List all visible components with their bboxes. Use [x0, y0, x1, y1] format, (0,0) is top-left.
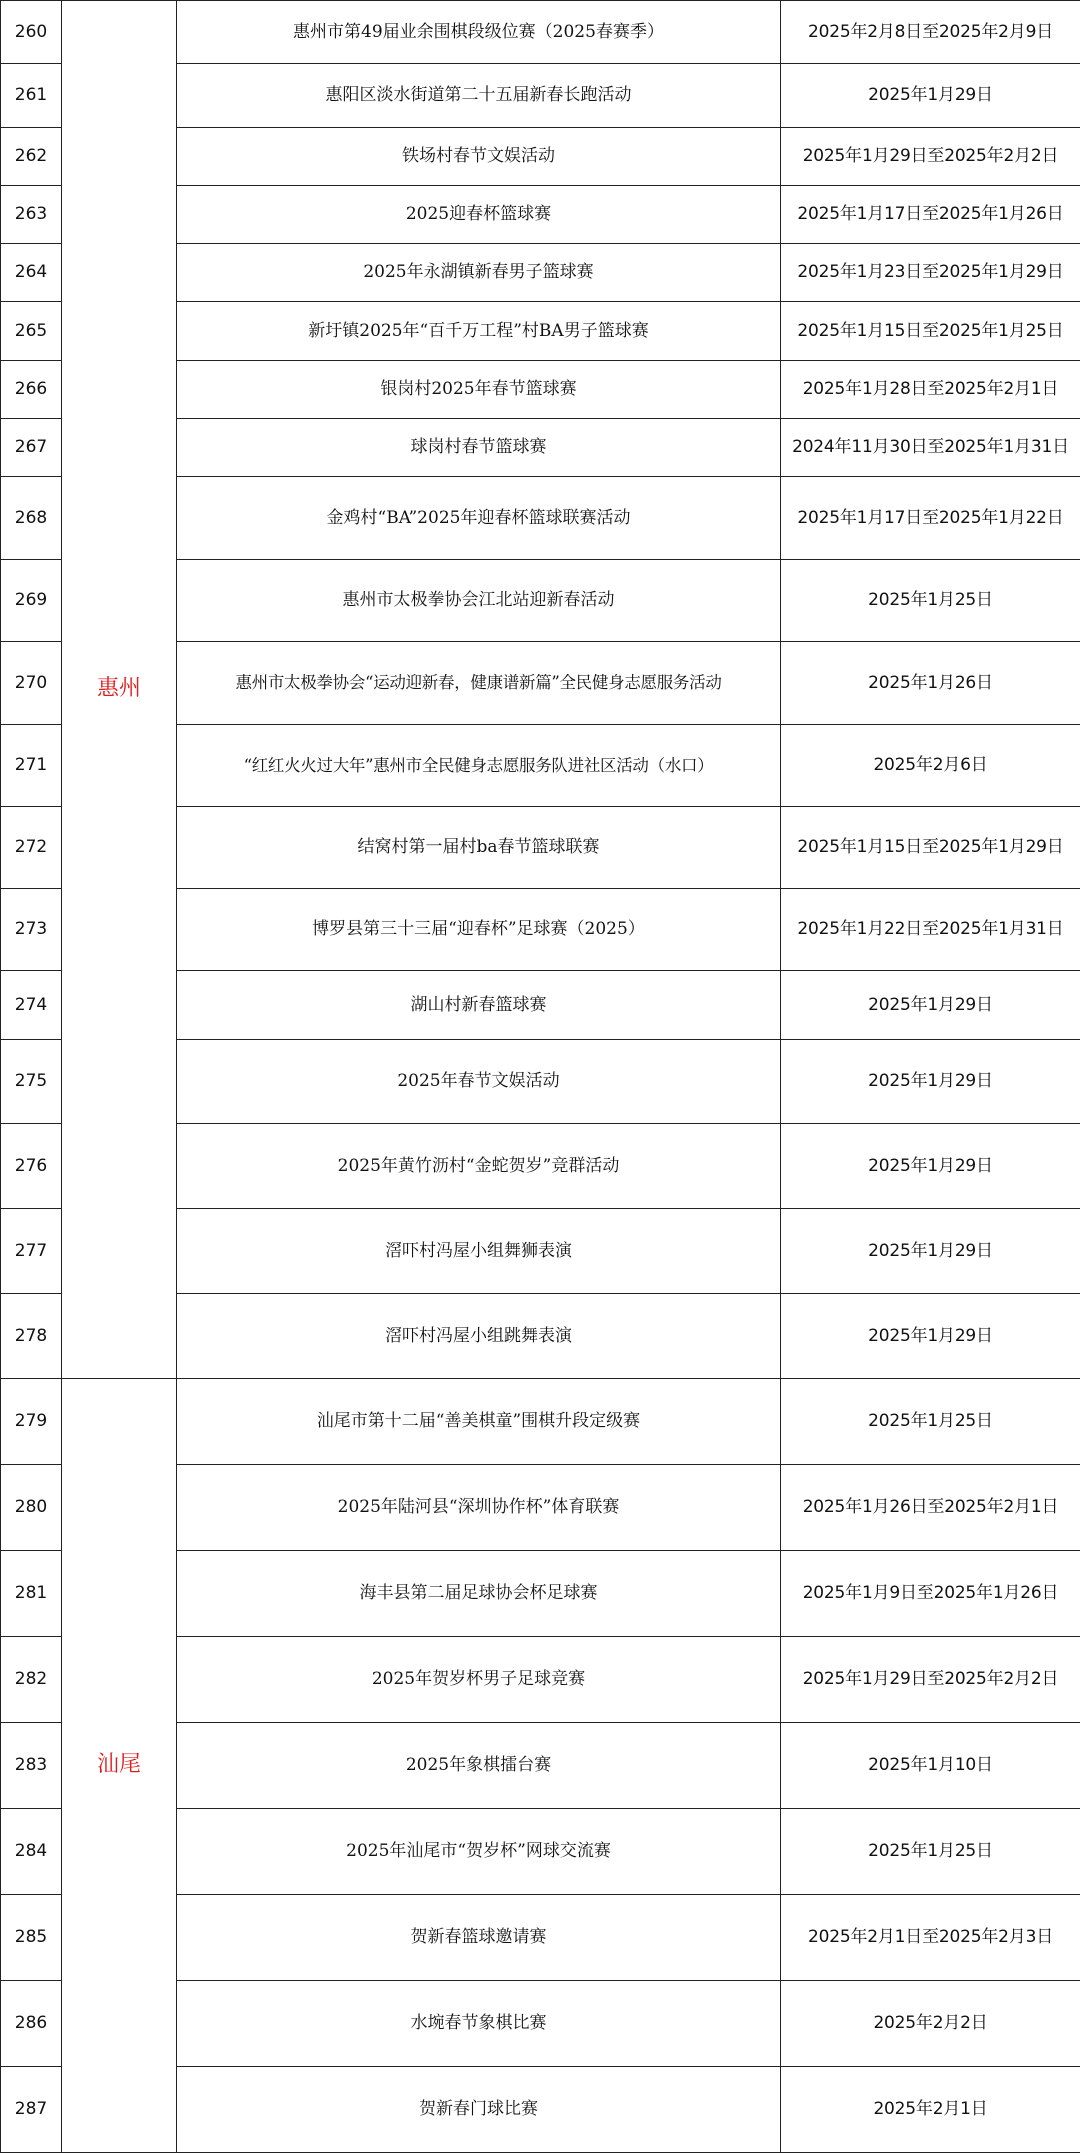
event-name: 2025年黄竹沥村“金蛇贺岁”竞群活动: [177, 1124, 781, 1209]
event-date: 2025年1月25日: [781, 1379, 1080, 1465]
event-name: 铁场村春节文娱活动: [177, 128, 781, 186]
row-number: 263: [1, 186, 62, 244]
row-number: 276: [1, 1124, 62, 1209]
event-name: 水埦春节象棋比赛: [177, 1981, 781, 2067]
row-number: 282: [1, 1637, 62, 1723]
event-name: 金鸡村“BA”2025年迎春杯篮球联赛活动: [177, 477, 781, 560]
row-number: 266: [1, 361, 62, 419]
row-number: 264: [1, 244, 62, 302]
event-name: 滘吓村冯屋小组跳舞表演: [177, 1294, 781, 1379]
event-date: 2025年1月15日至2025年1月29日: [781, 807, 1080, 889]
event-date: 2025年1月29日: [781, 971, 1080, 1040]
event-date: 2025年1月25日: [781, 560, 1080, 642]
event-date: 2025年2月6日: [781, 725, 1080, 807]
event-name: “红红火火过大年”惠州市全民健身志愿服务队进社区活动（水口）: [177, 725, 781, 807]
event-name: 博罗县第三十三届“迎春杯”足球赛（2025）: [177, 889, 781, 971]
event-date: 2025年1月29日: [781, 1209, 1080, 1294]
event-name: 球岗村春节篮球赛: [177, 419, 781, 477]
row-number: 267: [1, 419, 62, 477]
row-number: 287: [1, 2067, 62, 2153]
event-name: 惠州市太极拳协会“运动迎新春，健康谱新篇”全民健身志愿服务活动: [177, 642, 781, 725]
row-number: 283: [1, 1723, 62, 1809]
table-row: [1, 1, 1080, 64]
row-number: 275: [1, 1040, 62, 1124]
row-number: 280: [1, 1465, 62, 1551]
event-date: 2025年1月23日至2025年1月29日: [781, 244, 1080, 302]
row-number: 286: [1, 1981, 62, 2067]
event-name: 2025年永湖镇新春男子篮球赛: [177, 244, 781, 302]
events-table-body: [1, 1, 1080, 2153]
event-date: 2025年1月28日至2025年2月1日: [781, 361, 1080, 419]
event-date: 2025年1月15日至2025年1月25日: [781, 302, 1080, 361]
event-name: 2025年汕尾市“贺岁杯”网球交流赛: [177, 1809, 781, 1895]
event-date: 2025年2月1日至2025年2月3日: [781, 1895, 1080, 1981]
event-date: 2025年1月26日至2025年2月1日: [781, 1465, 1080, 1551]
row-number: 270: [1, 642, 62, 725]
event-name: 海丰县第二届足球协会杯足球赛: [177, 1551, 781, 1637]
event-date: 2025年1月29日: [781, 64, 1080, 128]
event-date: 2025年2月2日: [781, 1981, 1080, 2067]
row-number: 260: [1, 1, 62, 64]
row-number: 268: [1, 477, 62, 560]
row-number: 261: [1, 64, 62, 128]
row-number: 277: [1, 1209, 62, 1294]
table-row: [1, 1379, 1080, 1465]
event-name: 贺新春篮球邀请赛: [177, 1895, 781, 1981]
event-name: 2025年象棋擂台赛: [177, 1723, 781, 1809]
event-name: 惠州市太极拳协会江北站迎新春活动: [177, 560, 781, 642]
event-date: 2025年1月17日至2025年1月26日: [781, 186, 1080, 244]
event-name: 2025年春节文娱活动: [177, 1040, 781, 1124]
event-date: 2025年1月29日: [781, 1040, 1080, 1124]
event-date: 2025年1月17日至2025年1月22日: [781, 477, 1080, 560]
event-name: 惠州市第49届业余围棋段级位赛（2025春赛季）: [177, 1, 781, 64]
event-date: 2025年2月8日至2025年2月9日: [781, 1, 1080, 64]
row-number: 279: [1, 1379, 62, 1465]
event-name: 湖山村新春篮球赛: [177, 971, 781, 1040]
event-name: 新圩镇2025年“百千万工程”村BA男子篮球赛: [177, 302, 781, 361]
event-name: 结窝村第一届村ba春节篮球联赛: [177, 807, 781, 889]
row-number: 285: [1, 1895, 62, 1981]
event-date: 2025年1月29日: [781, 1294, 1080, 1379]
city-cell: 惠州: [62, 1, 177, 1379]
row-number: 278: [1, 1294, 62, 1379]
event-date: 2025年1月10日: [781, 1723, 1080, 1809]
event-name: 惠阳区淡水街道第二十五届新春长跑活动: [177, 64, 781, 128]
event-date: 2024年11月30日至2025年1月31日: [781, 419, 1080, 477]
row-number: 271: [1, 725, 62, 807]
event-date: 2025年1月22日至2025年1月31日: [781, 889, 1080, 971]
row-number: 284: [1, 1809, 62, 1895]
event-date: 2025年1月26日: [781, 642, 1080, 725]
event-date: 2025年2月1日: [781, 2067, 1080, 2153]
event-name: 汕尾市第十二届“善美棋童”围棋升段定级赛: [177, 1379, 781, 1465]
event-name: 滘吓村冯屋小组舞狮表演: [177, 1209, 781, 1294]
event-date: 2025年1月25日: [781, 1809, 1080, 1895]
event-date: 2025年1月9日至2025年1月26日: [781, 1551, 1080, 1637]
event-name: 2025年贺岁杯男子足球竞赛: [177, 1637, 781, 1723]
event-name: 贺新春门球比赛: [177, 2067, 781, 2153]
row-number: 272: [1, 807, 62, 889]
event-date: 2025年1月29日: [781, 1124, 1080, 1209]
event-date: 2025年1月29日至2025年2月2日: [781, 1637, 1080, 1723]
event-name: 2025迎春杯篮球赛: [177, 186, 781, 244]
row-number: 269: [1, 560, 62, 642]
event-date: 2025年1月29日至2025年2月2日: [781, 128, 1080, 186]
row-number: 265: [1, 302, 62, 361]
row-number: 273: [1, 889, 62, 971]
city-cell: 汕尾: [62, 1379, 177, 2153]
event-name: 银岗村2025年春节篮球赛: [177, 361, 781, 419]
event-name: 2025年陆河县“深圳协作杯”体育联赛: [177, 1465, 781, 1551]
row-number: 274: [1, 971, 62, 1040]
row-number: 262: [1, 128, 62, 186]
row-number: 281: [1, 1551, 62, 1637]
